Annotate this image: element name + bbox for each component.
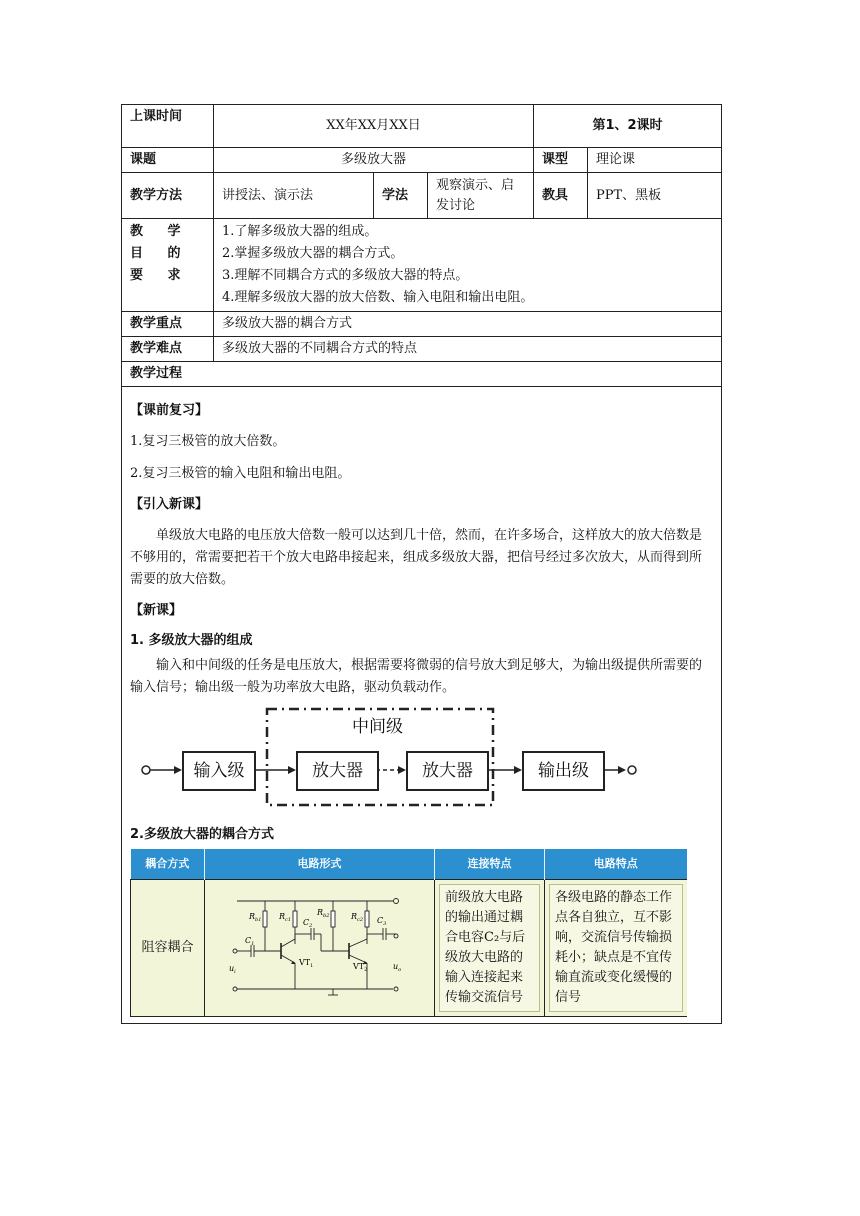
label-vt1: $VT_1$ xyxy=(299,957,314,969)
section1-title: 1. 多级放大器的组成 xyxy=(130,633,253,648)
lesson-plan xyxy=(121,104,721,1024)
new-lesson-title: 【新课】 xyxy=(130,603,183,618)
date-value: XX年XX月XX日 xyxy=(214,105,534,148)
time-label: 上课时间 xyxy=(122,105,214,148)
difficulty-value: 多级放大器的不同耦合方式的特点 xyxy=(214,337,722,362)
connection-feature-cell xyxy=(435,880,545,1017)
lesson-plan-table xyxy=(121,104,722,1024)
tools-label: 教具 xyxy=(534,173,588,219)
middle-stage-label: 中间级 xyxy=(352,717,403,737)
study-value: 观察演示、启发讨论 xyxy=(428,173,534,219)
review-item: 2.复习三极管的输入电阻和输出电阻。 xyxy=(130,466,351,481)
objectives-list xyxy=(214,219,722,312)
section1-text: 输入和中间级的任务是电压放大，根据需要将微弱的信号放大到足够大，为输出级提供所需要的输入信号；输出级一般为功率放大电路，驱动负载动作。 xyxy=(130,658,703,695)
amplifier-block-1: 放大器 xyxy=(296,751,379,791)
label-rc2: $R_{c2}$ xyxy=(351,911,364,923)
type-value: 理论课 xyxy=(588,148,722,173)
amplifier-block-2: 放大器 xyxy=(406,751,489,791)
label-ui: $u_i$ xyxy=(229,963,236,975)
type-label: 课型 xyxy=(534,148,588,173)
review-title: 【课前复习】 xyxy=(130,403,209,418)
section2-title: 2.多级放大器的耦合方式 xyxy=(130,827,274,842)
method-value: 讲授法、演示法 xyxy=(214,173,374,219)
objectives-label-line: 要 求 xyxy=(130,268,191,283)
circuit-feature-cell xyxy=(545,880,687,1017)
input-stage-block: 输入级 xyxy=(182,751,256,791)
topic-value: 多级放大器 xyxy=(214,148,534,173)
period-value: 第1、2课时 xyxy=(534,105,722,148)
objective-item: 1.了解多级放大器的组成。 xyxy=(222,224,378,239)
coupling-header: 电路特点 xyxy=(545,849,687,880)
key-point-value: 多级放大器的耦合方式 xyxy=(214,312,722,337)
process-content xyxy=(122,387,722,1024)
method-label: 教学方法 xyxy=(122,173,214,219)
difficulty-label: 教学难点 xyxy=(122,337,214,362)
review-item: 1.复习三极管的放大倍数。 xyxy=(130,434,286,449)
label-uo: $u_o$ xyxy=(393,961,402,973)
connection-feature: 前级放大电路的输出通过耦合电容C₂与后级放大电路的输入连接起来传输交流信号 xyxy=(439,884,540,1012)
tools-value: PPT、黑板 xyxy=(588,173,722,219)
output-stage-block: 输出级 xyxy=(522,751,605,791)
objectives-label xyxy=(122,219,214,312)
coupling-header: 连接特点 xyxy=(435,849,545,880)
label-c2: $C_2$ xyxy=(303,917,313,929)
topic-label: 课题 xyxy=(122,148,214,173)
coupling-header: 耦合方式 xyxy=(131,849,205,880)
coupling-type: 阻容耦合 xyxy=(131,880,205,1017)
objectives-label-line: 目 的 xyxy=(130,246,191,261)
circuit-feature: 各级电路的静态工作点各自独立，互不影响，交流信号传输损耗小；缺点是不宜传输直流或变化缓慢的信号 xyxy=(549,884,683,1012)
process-label: 教学过程 xyxy=(122,362,722,387)
label-vt2: $VT_2$ xyxy=(353,961,368,973)
block-diagram xyxy=(130,707,650,815)
label-c3: $C_3$ xyxy=(377,915,387,927)
circuit-diagram-cell xyxy=(205,880,435,1017)
objectives-label-line: 教 学 xyxy=(130,224,191,239)
objective-item: 3.理解不同耦合方式的多级放大器的特点。 xyxy=(222,268,469,283)
rc-coupled-circuit-diagram xyxy=(207,889,433,1001)
label-rb2: $R_{b2}$ xyxy=(317,907,330,919)
intro-text: 单级放大电路的电压放大倍数一般可以达到几十倍，然而，在许多场合，这样放大的放大倍数是不够用的，常需要把若干个放大电路串接起来，组成多级放大器，把信号经过多次放大，从而得到所需要的放大倍数。 xyxy=(130,528,703,587)
study-label: 学法 xyxy=(374,173,428,219)
key-point-label: 教学重点 xyxy=(122,312,214,337)
coupling-table xyxy=(130,849,687,1017)
coupling-header: 电路形式 xyxy=(205,849,435,880)
objective-item: 2.掌握多级放大器的耦合方式。 xyxy=(222,246,404,261)
label-rc1: $R_{c1}$ xyxy=(279,911,292,923)
label-rb1: $R_{b1}$ xyxy=(249,911,262,923)
intro-title: 【引入新课】 xyxy=(130,497,209,512)
objective-item: 4.理解多级放大器的放大倍数、输入电阻和输出电阻。 xyxy=(222,290,534,305)
label-c1: $C_1$ xyxy=(245,935,255,947)
